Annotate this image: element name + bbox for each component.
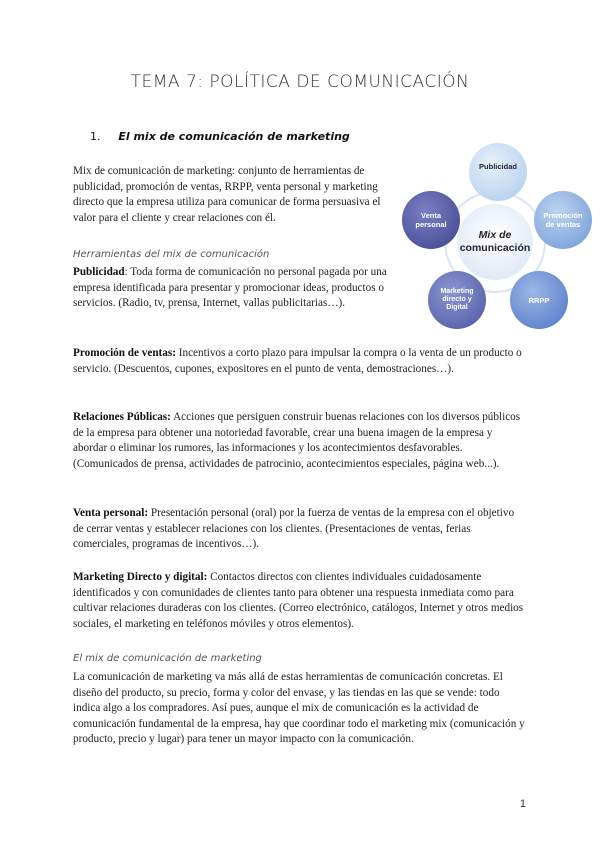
subheading-mix: El mix de comunicación de marketing [73,653,262,664]
tool-text: Contactos directos con clientes individuales cuidadosamente identificados y con comunidades de clientes tanto para obtener una respuesta inmediata como para cultivar relaciones duraderas con los clientes. (Correo electrónico, catálogos, Internet y otros medios sociales, el marketing en teléfonos móviles y otros elementos). [73,571,524,630]
tool-term: Relaciones Públicas: [73,411,171,423]
node-marketing-label-1: Marketing [440,288,474,295]
tool-term: Marketing Directo y digital: [73,571,208,583]
tool-publicidad [73,265,391,312]
subheading-herramientas: Herramientas del mix de comunicación [73,249,270,260]
node-promocion-label-1: Promoción [543,211,583,220]
tool-text: Incentivos a corto plazo para impulsar la compra o la venta de un producto o servicio. (Descuentos, cupones, expositores en el punto de venta, demostraciones…). [73,347,522,375]
closing-paragraph: La comunicación de marketing va más allá de estas herramientas de comunicación concretas. El diseño del producto, su precio, forma y color del envase, y las tiendas en las que se vende: todo indica algo a los compradores. Así pues, aunque el mix de comunicación es la actividad de comunicación fundamental de la empresa, hay que coordinar todo el marketing mix (comunicación y producto, precio y lugar) para tener un mayor impacto con la comunicación. [73,671,525,746]
node-promocion-label-2: de ventas [545,220,581,229]
section-number: 1. [90,130,101,143]
node-publicidad [469,143,527,201]
intro-paragraph: Mix de comunicación de marketing: conjunto de herramientas de publicidad, promoción de ventas, RRPP, venta personal y marketing directo que la empresa utiliza para comunicar de forma persuasiva el valor para el cliente y crear relaciones con él. [73,165,381,224]
section-heading [90,130,350,143]
tool-text: Acciones que persiguen construir buenas relaciones con los diversos públicos de la empresa para obtener una notoriedad favorable, crear una buena imagen de la empresa y abordar o eliminar los rumores, las informaciones y los acontecimientos desfavorables. (Comunicados de prensa, actividades de patrocinio, acontecimientos especiales, página web...). [73,411,521,470]
mix-diagram [395,138,595,338]
tool-promocion [73,346,525,377]
tool-venta-personal [73,506,525,553]
page-title: TEMA 7: POLÍTICA DE COMUNICACIÓN [130,72,470,92]
node-marketing-label-2: directo y [442,296,472,303]
node-venta-label-2: personal [415,220,447,229]
node-venta-label-1: Venta [420,211,442,220]
tool-relaciones [73,410,525,472]
tool-term: Promoción de ventas: [73,347,176,359]
node-marketing-label-3: Digital [446,304,468,311]
tool-text: Presentación personal (oral) por la fuerza de ventas de la empresa con el objetivo de cerrar ventas y establecer relaciones con los clientes. (Presentaciones de ventas, ferias comerciales, programas de incentivos…). [73,507,515,551]
tool-marketing-directo [73,570,529,632]
node-publicidad-label: Publicidad [479,162,517,171]
section-label: El mix de comunicación de marketing [118,130,350,143]
tool-term: Venta personal: [73,507,149,519]
center-label-line2: comunicación [459,242,531,254]
tool-text: : Toda forma de comunicación no personal pagada por una empresa identificada para presentar y promocionar ideas, productos o servicios. (Radio, tv, prensa, Internet, vallas publicitarias…). [73,266,387,310]
node-rrpp-label: RRPP [528,296,550,305]
page-number: 1 [519,798,526,810]
tool-term: Publicidad [73,266,125,278]
center-label-line1: Mix de [478,229,512,241]
